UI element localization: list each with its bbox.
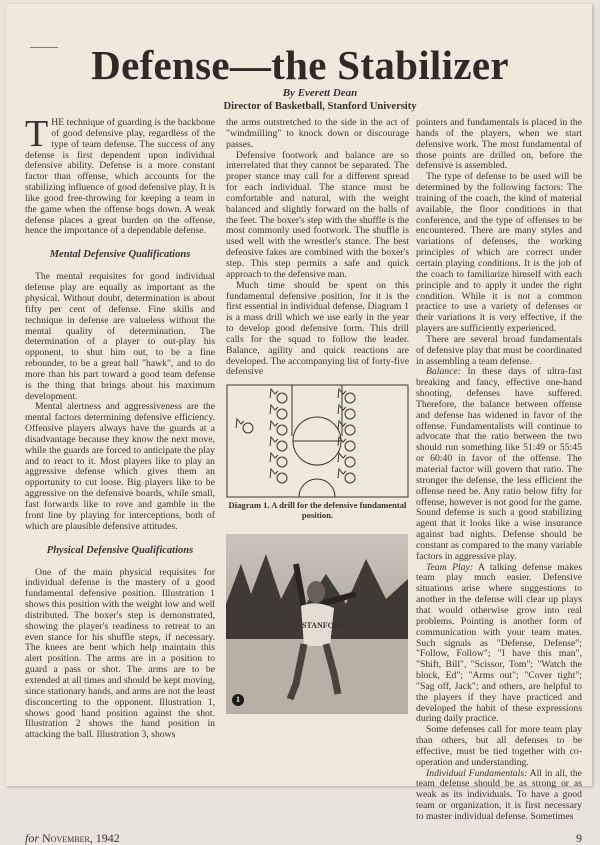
- heading-physical: Physical Defensive Qualifications: [46, 544, 194, 556]
- defensive-players: [236, 389, 355, 483]
- player-symbol: [277, 409, 287, 419]
- paragraph-individual: Individual Fundamentals: All in all, the team defense should be as strong or as weak as its individuals. To have a good team or organization, it is first necessary to master individual defense. Sometimes: [416, 767, 582, 822]
- paragraph-balance: Balance: In these days of ultra-fast breaking and fancy, effective one-hand shooting, defenses have suffered. Therefore, the balance between offense and defense has widened in favor of the offense. Fundamentalists will continue to advocate that the ratio between the two should run something like 51:49 or 55:45 or 60:40 in favor of the offense. The material factor will govern that ratio. The stronger the defense, the less efficient the offense need be. Any ratio below fifty for offense, however is not good for the game. Sound defense is such a good stabilizing agent that it looks like a wise insurance against bad nights. Defense should be constant as compared to the many variable factors in aggressive play.: [416, 366, 582, 562]
- author-title: Director of Basketball, Stanford University: [223, 101, 417, 112]
- player-symbol: [345, 473, 355, 483]
- article-header: [0, 44, 600, 113]
- paragraph: Mental alertness and aggressiveness are the mental factors determining defensive efficiency. Offensive players always have the guards at a disadvantage because they know the next move, while the guards are forced to anticipate the play and to react to it. Most players like to play an aggressive defense which gives them an opportunity to cut loose. Big players like to be aggressive on the defensive boards, while small, fast forwards like to rove and gamble in the front line by playing for interceptions, both of which are plausible defensive attitudes.: [25, 401, 215, 532]
- right-column: [416, 118, 582, 823]
- paragraph: Defensive footwork and balance are so interrelated that they cannot be separated. The proper stance may call for a different spread for each individual. The stance must be comfortable and natural, with the weight balanced and slightly forward on the balls of the feet. The boxer's step with the shuffle is the most commonly used footwork. The shuffle is used well with the wrestler's stance. The best defensive fakes are combined with the boxer's step. This step permits a safe and quick approach to the defensive man.: [226, 149, 409, 280]
- paragraph-team-play: Team Play: A talking defense makes team play much easier. Defensive situations arise where suggestions to another in the defense will clear up plays that would otherwise grow into real problems. Pointing is another form of communication with your team mates. Such signals as "Defense, Defense"; "Follow, Follow"; "I have this man", "Shift, Bill", "Scissor, Tom"; "Watch the block, Ed"; "Arms out"; "Cover tight"; "Sag off, Jack"; and others, are helpful to the players if they have practiced and developed the habit of these expressions during daily practice.: [416, 561, 582, 725]
- paragraph: the arms outstretched to the side in the act of "windmilling" to knock down or discourage passes.: [226, 117, 409, 150]
- paragraph: One of the main physical requisites for individual defense is the mastery of a good fundamental defensive position. Illustration 1 shows this position with the weight low and well distributed. The boxer's step is demonstrated, showing the player's readiness to retreat to an even stance for his shuffle steps, if necessary. The knees are bent which help maintain this alert position. The arms are in a position to guard a pass or shot. The arms are to be extended at all times and should be kept moving, since stationary hands, and arms are not the least disconcerting to the opponent. Illustration 1, shows good hand position against the shot. Illustration 2 shows the hand position in attacking the ball. Illustration 3, shows: [25, 566, 215, 741]
- paragraph: Much time should be spent on this fundamental defensive position, for it is the first essential in individual defense. Diagram 1 is a mass drill which we use early in the year to develop good defensive form. This drill calls for the squad to follow the leader. Balance, agility and quick reactions are developed. The accompanying list of forty-five defensive: [226, 279, 409, 378]
- illustration-number: 1: [232, 694, 244, 706]
- left-column: [25, 113, 215, 741]
- drop-cap: T: [25, 113, 49, 155]
- article-title: Defense—the Stabilizer: [91, 42, 509, 88]
- free-throw-lane: [292, 385, 342, 436]
- player-symbol: [277, 425, 287, 435]
- player-symbol: [243, 423, 253, 433]
- player-symbol: [277, 473, 287, 483]
- player-symbol: [345, 425, 355, 435]
- illustration-photo: [226, 534, 408, 714]
- center-circle: [299, 479, 335, 497]
- jersey-lettering: STANFORD: [302, 621, 346, 631]
- paragraph: The mental requisites for good individual defense play are equally as important as the physical. Without doubt, determination is about fifty per cent of defense. Fine skills and technique in defense are valueless without the mental quality of determination. The determination of a player to out-play his opponent, to shut him out, to be a fine rebounder, to be a great ball "hawk", and to do more than his part toward a good team defense is the thing that brings about his maximum development.: [25, 271, 215, 402]
- player-symbol: [345, 409, 355, 419]
- player-photo: [226, 534, 408, 714]
- heading-mental: Mental Defensive Qualifications: [49, 249, 191, 261]
- paragraph: The type of defense to be used will be determined by the following factors: The training of the coach, the kind of material available, the floor conditions in that conference, and the type of offenses to be encountered. There are many styles and variations of defenses, the working principles of which are correct under certain playing conditions. It is the job of the coach to familiarize himself with each principle and to apply it under the right condition. While it is not a common practice to use a variety of defenses or their variations it is very effective, if the players are sufficiently experienced.: [416, 171, 582, 335]
- drill-diagram: [226, 384, 409, 498]
- player-symbol: [277, 457, 287, 467]
- paragraph: There are several broad fundamentals of defensive play that must be coordinated in assembling a team defense.: [416, 333, 582, 367]
- player-symbol: [345, 441, 355, 451]
- article-body: [25, 113, 582, 845]
- byline: By Everett Dean: [282, 87, 358, 99]
- middle-column: [226, 118, 409, 714]
- player-symbol: [345, 393, 355, 403]
- player-symbol: [277, 441, 287, 451]
- page-number: 9: [576, 830, 582, 845]
- paragraph: Some defenses call for more team play than others, but all defenses to be effective, must be tied together with co-operation and understanding.: [416, 724, 582, 768]
- page-footer: [25, 823, 582, 845]
- player-symbol: [345, 457, 355, 467]
- player-symbol: [277, 393, 287, 403]
- diagram-caption: Diagram 1. A drill for the defensive fundamental position.: [228, 500, 407, 520]
- intro-paragraph: THE technique of guarding is the backbone of good defensive play, regardless of the type of team defense. The success of any defense is first dependent upon individual defensive ability. Defense is a more constant factor than offense, which accounts for the stabilizing influence of good defensive play. It is like good free-throwing for keeping a team in the game when the offense bogs down. A weak defense places a great burden on the offense, hence the importance of a dependable defense.: [25, 113, 215, 237]
- paragraph: pointers and fundamentals is placed in the hands of the players, when we start defensive work. The most fundamental of those points are drilled on, before the defensive is assembled.: [416, 117, 582, 172]
- issue-footer: for November, 1942: [25, 830, 120, 845]
